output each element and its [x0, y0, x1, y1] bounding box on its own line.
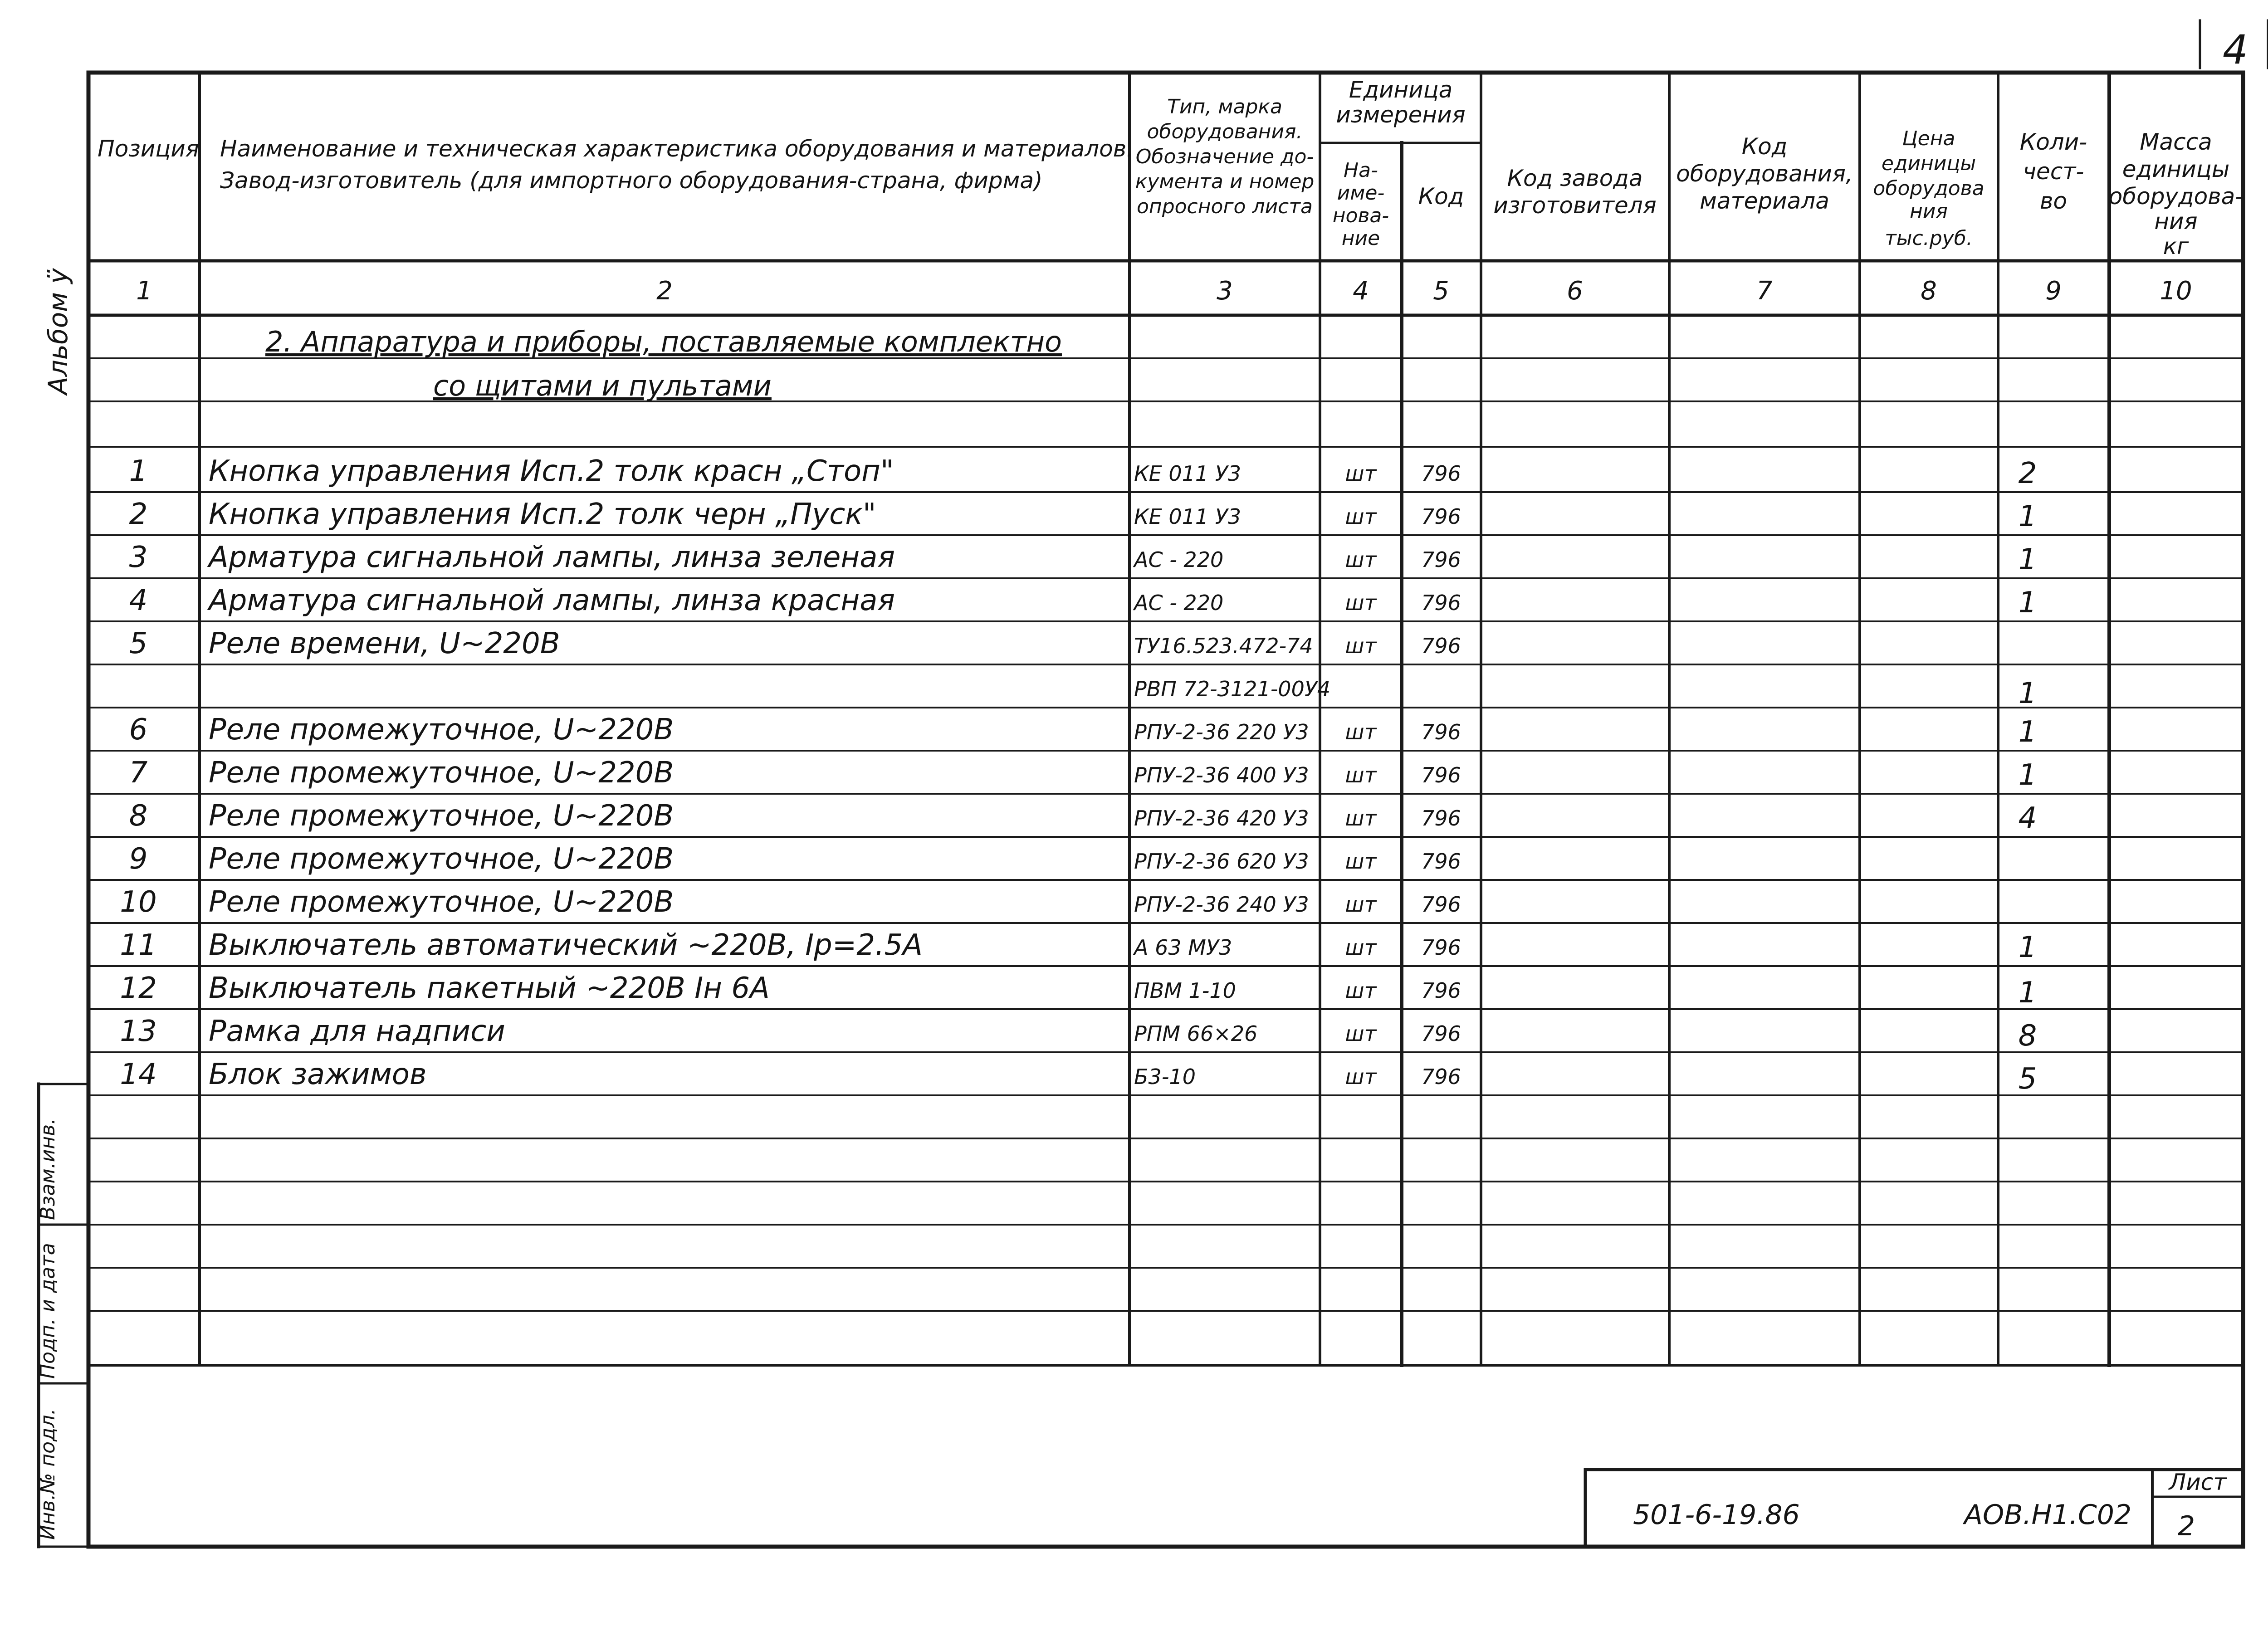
row-code: 796 — [1421, 504, 1461, 529]
stamp-label-inventory: Инв.№ подл. — [36, 1408, 59, 1540]
row-code: 796 — [1421, 461, 1461, 486]
header-mass-1: Масса — [2140, 129, 2212, 155]
row-code: 796 — [1421, 591, 1461, 615]
row-qty: 1 — [2018, 677, 2037, 710]
row-name: Блок зажимов — [209, 1058, 427, 1091]
row-position: 13 — [120, 1015, 157, 1048]
row-name: Кнопка управления Исп.2 толк черн „Пуск" — [209, 498, 876, 531]
row-type: РПУ-2-36 400 У3 — [1134, 763, 1309, 787]
header-unit-name-3: нова- — [1332, 204, 1389, 227]
row-name: Реле промежуточное, U~220В — [209, 842, 674, 876]
row-position: 5 — [129, 627, 148, 660]
row-qty: 4 — [2018, 801, 2037, 835]
table-row — [129, 756, 2037, 792]
table-row — [129, 454, 2037, 490]
row-position: 11 — [120, 928, 157, 962]
table-row — [129, 541, 2037, 576]
row-name: Кнопка управления Исп.2 толк красн „Стоп" — [209, 454, 894, 488]
header-price-4: ния — [1910, 200, 1948, 223]
row-name: Реле промежуточное, U~220В — [209, 885, 674, 919]
header-type — [1135, 95, 1315, 218]
row-name: Рамка для надписи — [209, 1015, 505, 1048]
row-position: 1 — [129, 454, 148, 488]
row-type: Б3-10 — [1134, 1065, 1196, 1089]
row-type: ТУ16.523.472-74 — [1134, 634, 1313, 658]
header-name-line2: Завод-изготовитель (для импортного оборудования-страна, фирма) — [220, 167, 1043, 194]
table-row — [1134, 677, 2037, 710]
row-qty: 1 — [2018, 500, 2037, 533]
row-code: 796 — [1421, 978, 1461, 1003]
row-unit: шт — [1345, 547, 1377, 572]
table-row — [120, 1015, 2037, 1053]
row-name: Выключатель автоматический ~220В, Ip=2.5А — [209, 928, 923, 962]
row-code: 796 — [1421, 849, 1461, 874]
row-type: КЕ 011 У3 — [1134, 504, 1242, 529]
row-type: АС - 220 — [1134, 547, 1224, 572]
row-position: 14 — [120, 1058, 157, 1091]
header-price-5: тыс.руб. — [1885, 227, 1973, 250]
row-position: 8 — [129, 799, 148, 833]
row-type: АС - 220 — [1134, 591, 1224, 615]
row-position: 2 — [129, 498, 148, 531]
col-number-2: 2 — [656, 276, 673, 306]
row-type: РВП 72-3121-00У4 — [1134, 677, 1331, 701]
table-row — [129, 713, 2037, 749]
table-row — [120, 885, 1461, 919]
col-number-4: 4 — [1353, 276, 1369, 306]
row-code: 796 — [1421, 892, 1461, 917]
row-unit: шт — [1345, 504, 1377, 529]
header-unit-line1: Единица — [1349, 77, 1453, 103]
row-name: Реле времени, U~220В — [209, 627, 560, 660]
page-number: 4 — [2223, 26, 2248, 73]
row-code: 796 — [1421, 1021, 1461, 1046]
row-unit: шт — [1345, 1021, 1377, 1046]
row-code: 796 — [1421, 720, 1461, 744]
header-type-line4: кумента и номер — [1135, 170, 1315, 193]
row-qty: 1 — [2018, 586, 2037, 620]
header-mass-3: оборудова- — [2108, 183, 2244, 210]
row-position: 6 — [129, 713, 148, 747]
sheet-label: Лист — [2169, 1469, 2227, 1495]
header-plant-code-2: изготовителя — [1493, 192, 1657, 219]
col-number-1: 1 — [136, 276, 152, 306]
row-unit: шт — [1345, 720, 1377, 744]
row-qty: 1 — [2018, 758, 2037, 792]
row-position: 4 — [129, 584, 148, 617]
row-position: 9 — [129, 842, 148, 876]
row-position: 3 — [129, 541, 148, 574]
header-qty-3: во — [2039, 188, 2068, 214]
row-unit: шт — [1345, 935, 1377, 960]
row-unit: шт — [1345, 892, 1377, 917]
row-type: РПУ-2-36 240 У3 — [1134, 892, 1309, 917]
row-type: ПВМ 1-10 — [1134, 978, 1236, 1003]
row-unit: шт — [1345, 634, 1377, 658]
row-position: 7 — [129, 756, 148, 790]
row-position: 10 — [120, 885, 157, 919]
header-name-line1: Наименование и техническая характеристика оборудования и материалов. — [220, 136, 1134, 162]
header-unit-line2: измерения — [1336, 102, 1466, 128]
row-code: 796 — [1421, 763, 1461, 787]
row-code: 796 — [1421, 634, 1461, 658]
row-qty: 1 — [2018, 715, 2037, 749]
row-name: Реле промежуточное, U~220В — [209, 799, 674, 833]
row-qty: 1 — [2018, 976, 2037, 1010]
document-code: 501-6-19.86 — [1633, 1499, 1800, 1531]
sheet-number: 2 — [2177, 1510, 2195, 1542]
col-number-10: 10 — [2160, 276, 2192, 306]
row-unit: шт — [1345, 591, 1377, 615]
row-qty: 1 — [2018, 931, 2037, 964]
col-number-8: 8 — [1921, 276, 1937, 306]
header-mass-2: единицы — [2122, 156, 2230, 182]
row-code: 796 — [1421, 1065, 1461, 1089]
row-qty: 2 — [2018, 457, 2037, 490]
stamp-label-replace: Взам.инв. — [36, 1118, 59, 1220]
row-type: РПУ-2-36 620 У3 — [1134, 849, 1309, 874]
row-type: КЕ 011 У3 — [1134, 461, 1242, 486]
header-unit-name-2: име- — [1337, 181, 1385, 205]
header-qty-2: чест- — [2023, 158, 2084, 185]
row-qty: 5 — [2018, 1062, 2037, 1096]
header-unit-code: Код — [1418, 183, 1464, 210]
table-row — [129, 584, 2037, 620]
col-number-9: 9 — [2045, 276, 2062, 306]
header-mass-5: кг — [2163, 233, 2189, 259]
header-plant-code-1: Код завода — [1507, 165, 1643, 191]
col-number-6: 6 — [1567, 276, 1583, 306]
header-type-line1: Тип, марка — [1167, 95, 1282, 118]
header-qty-1: Коли- — [2019, 129, 2087, 155]
section-title-line2: со щитами и пультами — [433, 369, 772, 402]
row-name: Выключатель пакетный ~220В Iн 6А — [209, 972, 770, 1005]
row-unit: шт — [1345, 849, 1377, 874]
header-unit-name-4: ние — [1341, 227, 1380, 250]
header-equipment-code-2: оборудования, — [1676, 161, 1853, 187]
row-unit: шт — [1345, 978, 1377, 1003]
table-row — [120, 972, 2037, 1010]
table-row — [120, 928, 2037, 964]
row-name: Реле промежуточное, U~220В — [209, 713, 674, 747]
row-type: РПМ 66×26 — [1134, 1021, 1258, 1046]
row-unit: шт — [1345, 1065, 1377, 1089]
row-name: Арматура сигнальной лампы, линза зеленая — [209, 541, 895, 574]
row-position: 12 — [120, 972, 157, 1005]
row-type: А 63 МУ3 — [1134, 935, 1232, 960]
header-position: Позиция — [98, 136, 199, 162]
col-number-5: 5 — [1433, 276, 1449, 306]
row-name: Реле промежуточное, U~220В — [209, 756, 674, 790]
header-mass-4: ния — [2154, 208, 2198, 234]
row-type: РПУ-2-36 220 У3 — [1134, 720, 1309, 744]
album-label: Альбом ÿ — [43, 268, 73, 395]
row-code: 796 — [1421, 935, 1461, 960]
row-unit: шт — [1345, 763, 1377, 787]
table-row — [120, 1058, 2037, 1096]
header-price-1: Цена — [1902, 127, 1955, 150]
row-unit: шт — [1345, 461, 1377, 486]
col-number-3: 3 — [1217, 276, 1233, 306]
row-code: 796 — [1421, 806, 1461, 830]
col-number-7: 7 — [1756, 276, 1773, 306]
row-code: 796 — [1421, 547, 1461, 572]
stamp-label-sign: Подп. и дата — [36, 1243, 59, 1379]
header-price-2: единицы — [1881, 152, 1976, 175]
header-type-line2: оборудования. — [1147, 120, 1303, 143]
row-type: РПУ-2-36 420 У3 — [1134, 806, 1309, 830]
row-unit: шт — [1345, 806, 1377, 830]
row-qty: 8 — [2018, 1019, 2037, 1053]
header-unit-name-1: На- — [1344, 159, 1378, 182]
row-qty: 1 — [2018, 543, 2037, 576]
table-row — [129, 627, 1461, 660]
table-row — [129, 498, 2037, 533]
header-equipment-code-3: материала — [1700, 188, 1829, 214]
section-title-line1: 2. Аппаратура и приборы, поставляемые комплектно — [265, 325, 1062, 358]
header-equipment-code-1: Код — [1741, 133, 1788, 160]
table-row — [129, 842, 1461, 876]
header-price-3: оборудова — [1873, 177, 1984, 200]
header-type-line3: Обозначение до- — [1135, 145, 1314, 168]
drawing-code: АОВ.Н1.С02 — [1964, 1499, 2132, 1531]
header-type-line5: опросного листа — [1137, 195, 1313, 218]
row-name: Арматура сигнальной лампы, линза красная — [209, 584, 895, 617]
table-row — [129, 799, 2037, 835]
